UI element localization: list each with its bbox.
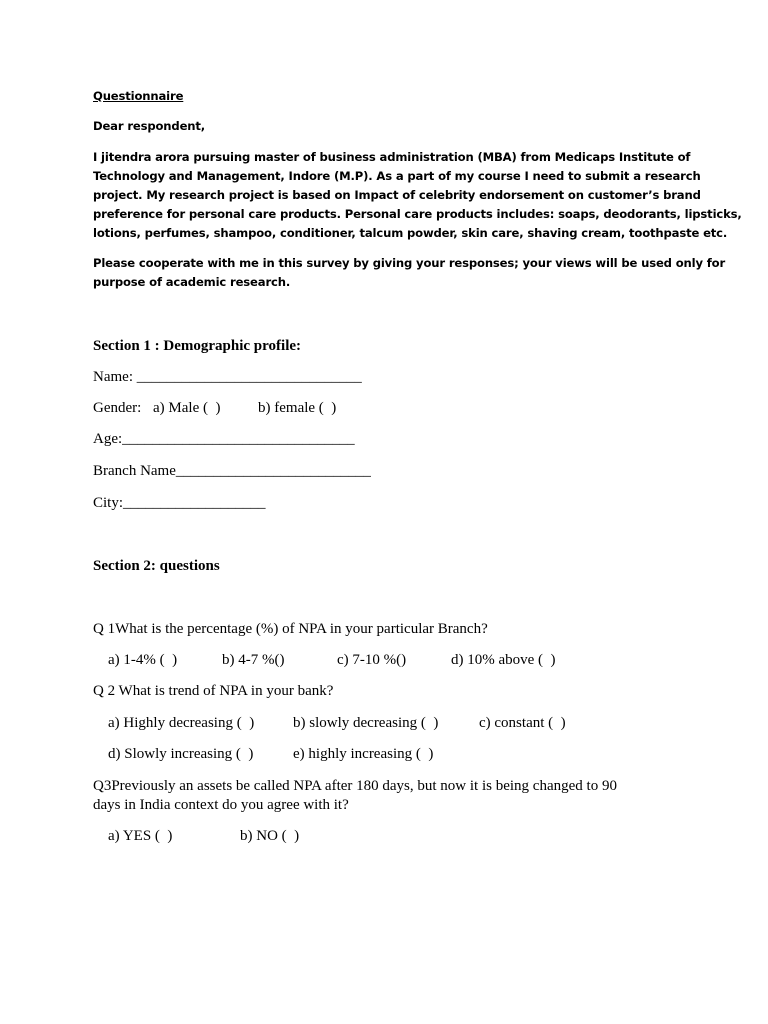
question-3-line-1: Q3Previously an assets be called NPA after 180 days, but now it is being changed to 90 bbox=[93, 778, 617, 794]
q1-option-c: c) 7-10 %() bbox=[337, 652, 407, 668]
q1-option-b: b) 4-7 %() bbox=[222, 652, 285, 668]
intro-paragraph-1-line: Technology and Management, Indore (M.P). As a part of my course I need to submit a research bbox=[93, 169, 701, 183]
name-field-line: Name: ______________________________ bbox=[93, 369, 362, 385]
section2-heading: Section 2: questions bbox=[93, 558, 220, 574]
intro-paragraph-1-line: project. My research project is based on Impact of celebrity endorsement on customer’s brand bbox=[93, 188, 701, 202]
q2-option-b: b) slowly decreasing ( ) bbox=[293, 715, 439, 731]
intro-paragraph-2-line: Please cooperate with me in this survey by giving your responses; your views will be used only for bbox=[93, 256, 726, 270]
intro-paragraph-2 bbox=[93, 254, 725, 292]
q3-option-a: a) YES ( ) bbox=[108, 828, 173, 844]
branch-name-field-line: Branch Name__________________________ bbox=[93, 463, 371, 479]
q1-option-d: d) 10% above ( ) bbox=[451, 652, 556, 668]
gender-option-female: b) female ( ) bbox=[258, 400, 337, 416]
question-1: Q 1What is the percentage (%) of NPA in your particular Branch? bbox=[93, 621, 488, 637]
q2-option-c: c) constant ( ) bbox=[479, 715, 566, 731]
intro-paragraph-1-line: I jitendra arora pursuing master of business administration (MBA) from Medicaps Institute of bbox=[93, 150, 691, 164]
intro-paragraph-1-line: preference for personal care products. Personal care products includes: soaps, deodorants, lipsticks, bbox=[93, 207, 742, 221]
gender-row bbox=[93, 399, 141, 418]
age-field-line: Age:_______________________________ bbox=[93, 431, 355, 447]
gender-option-male: a) Male ( ) bbox=[153, 400, 221, 416]
question-2: Q 2 What is trend of NPA in your bank? bbox=[93, 683, 334, 699]
intro-paragraph-1-line: lotions, perfumes, shampoo, conditioner, talcum powder, skin care, shaving cream, toothpaste etc. bbox=[93, 226, 728, 240]
q2-option-e: e) highly increasing ( ) bbox=[293, 746, 434, 762]
q3-option-b: b) NO ( ) bbox=[240, 828, 300, 844]
questionnaire-title: Questionnaire bbox=[93, 89, 184, 103]
q2-option-a: a) Highly decreasing ( ) bbox=[108, 715, 255, 731]
city-field-line: City:___________________ bbox=[93, 495, 266, 511]
intro-paragraph-1 bbox=[93, 148, 742, 243]
q2-option-d: d) Slowly increasing ( ) bbox=[108, 746, 254, 762]
q1-option-a: a) 1-4% ( ) bbox=[108, 652, 178, 668]
intro-paragraph-2-line: purpose of academic research. bbox=[93, 275, 291, 289]
section1-heading: Section 1 : Demographic profile: bbox=[93, 338, 302, 354]
question-3-line-2: days in India context do you agree with it? bbox=[93, 797, 349, 813]
salutation: Dear respondent, bbox=[93, 119, 206, 133]
gender-label: Gender: bbox=[93, 400, 142, 416]
